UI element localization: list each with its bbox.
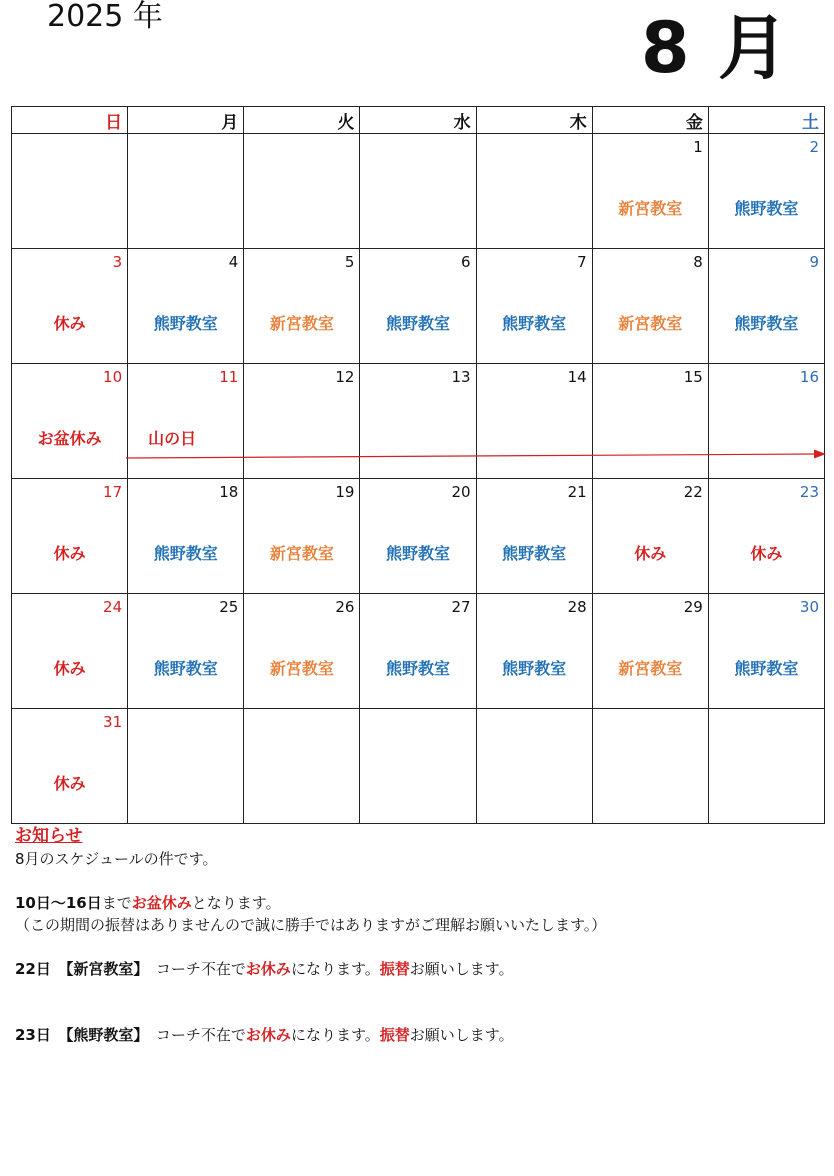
calendar-day-cell [592,134,708,249]
notice-obon-line [15,892,825,914]
calendar-day-cell [476,134,592,249]
line23-text2: になります。 [290,1026,380,1044]
line22-text1: コーチ不在で [140,960,246,978]
line23-highlight2: 振替 [379,1026,410,1044]
calendar-day-cell [476,479,592,594]
calendar-day-cell [708,709,824,824]
calendar-day-cell [360,479,476,594]
line22-highlight1: お休み [245,960,291,978]
calendar-week-row [12,134,825,249]
calendar-day-cell [12,364,128,479]
day-number: 20 [451,483,471,501]
day-schedule-label: 熊野教室 [502,544,567,563]
calendar-week-row [12,709,825,824]
notice-line-22 [15,958,825,980]
calendar-day-cell [244,479,360,594]
day-schedule-label: 熊野教室 [153,314,218,333]
day-schedule-label: 休み [634,544,667,563]
line23-highlight1: お休み [245,1026,291,1044]
day-schedule-label: 新宮教室 [618,659,683,678]
line22-text3: お願いします。 [409,960,514,978]
day-schedule-label: 熊野教室 [734,199,799,218]
calendar-day-cell [592,479,708,594]
day-number: 21 [567,483,587,501]
line23-text3: お願いします。 [409,1026,514,1044]
weekday-sat: 土 [708,107,824,134]
day-number: 10 [103,368,123,386]
day-schedule-label: 休み [53,544,86,563]
calendar-day-cell [12,249,128,364]
day-schedule-label: 熊野教室 [502,659,567,678]
obon-pre: まで [101,894,132,912]
calendar-day-cell [708,249,824,364]
day-number: 3 [112,253,123,271]
line23-text1: コーチ不在で [140,1026,246,1044]
calendar-day-cell [244,594,360,709]
day-number: 24 [103,598,123,616]
calendar-day-cell [12,479,128,594]
calendar-day-cell [12,709,128,824]
day-number: 27 [451,598,471,616]
calendar-day-cell [12,134,128,249]
day-schedule-label: 休み [750,544,783,563]
day-schedule-label: 熊野教室 [153,659,218,678]
calendar-day-cell [476,594,592,709]
day-number: 14 [567,368,587,386]
calendar-day-cell [592,709,708,824]
day-number: 26 [335,598,355,616]
weekday-thu: 木 [476,107,592,134]
day-schedule-label: 熊野教室 [385,544,450,563]
day-number: 6 [461,253,471,271]
obon-highlight: お盆休み [131,894,192,912]
day-schedule-label: 新宮教室 [269,659,334,678]
calendar-day-cell [128,479,244,594]
notice-line-23 [15,1024,825,1046]
weekday-tue: 火 [244,107,360,134]
day-number: 17 [103,483,123,501]
calendar-day-cell [360,594,476,709]
calendar-day-cell [592,594,708,709]
day-number: 9 [809,253,819,271]
calendar-day-cell [360,249,476,364]
obon-dates: 10日〜16日 [15,894,102,912]
day-number: 31 [103,713,123,731]
line22-text2: になります。 [290,960,380,978]
day-schedule-label: 山の日 [148,429,197,448]
day-number: 7 [577,253,587,271]
day-number: 8 [693,253,703,271]
calendar-day-cell [244,134,360,249]
day-schedule-label: 熊野教室 [153,544,218,563]
calendar-day-cell [708,594,824,709]
month-label: 8 月 [640,7,790,89]
day-number: 13 [451,368,471,386]
day-schedule-label: 新宮教室 [618,199,683,218]
calendar-day-cell [128,134,244,249]
line22-room: 【新宮教室】 [65,960,141,978]
day-schedule-label: 休み [53,314,86,333]
calendar-week-row [12,249,825,364]
day-number: 2 [809,138,819,156]
obon-post: となります。 [191,894,281,912]
day-number: 15 [683,368,703,386]
calendar-day-cell [708,134,824,249]
calendar-day-cell [476,249,592,364]
calendar-day-cell [244,709,360,824]
weekday-header-row [12,107,825,134]
day-number: 1 [693,138,703,156]
calendar-day-cell [476,709,592,824]
day-schedule-label: 新宮教室 [269,544,334,563]
calendar-day-cell [360,709,476,824]
year-label: 2025 年 [47,0,163,34]
calendar-day-cell [244,249,360,364]
calendar-day-cell [128,249,244,364]
day-number: 19 [335,483,355,501]
day-schedule-label: 熊野教室 [385,314,450,333]
day-schedule-label: 熊野教室 [734,659,799,678]
day-schedule-label: 新宮教室 [269,314,334,333]
weekday-mon: 月 [128,107,244,134]
calendar-day-cell [708,479,824,594]
notice-section [15,824,825,1046]
line22-highlight2: 振替 [379,960,410,978]
day-number: 12 [335,368,355,386]
day-number: 22 [683,483,703,501]
notice-intro: 8月のスケジュールの件です。 [15,850,218,868]
day-schedule-label: 新宮教室 [618,314,683,333]
weekday-wed: 水 [360,107,476,134]
day-number: 28 [567,598,587,616]
day-number: 4 [228,253,239,271]
day-number: 30 [799,598,819,616]
day-schedule-label: 休み [53,774,86,793]
day-number: 5 [344,253,355,271]
calendar-day-cell [592,249,708,364]
weekday-sun: 日 [12,107,128,134]
day-number: 16 [799,368,819,386]
day-schedule-label: 休み [53,659,86,678]
calendar-day-cell [360,134,476,249]
line22-date: 22日 [15,960,51,978]
calendar-week-row [12,594,825,709]
day-schedule-label: お盆休み [37,429,102,448]
calendar-day-cell [128,594,244,709]
line23-date: 23日 [15,1026,51,1044]
calendar-day-cell [128,709,244,824]
line23-room: 【熊野教室】 [65,1026,141,1044]
notice-obon-note: （この期間の振替はありませんので誠に勝手ではありますがご理解お願いいたします。） [15,916,607,934]
obon-period-arrow [126,440,826,470]
calendar-day-cell [12,594,128,709]
day-schedule-label: 熊野教室 [734,314,799,333]
calendar-week-row [12,479,825,594]
day-number: 23 [799,483,819,501]
day-number: 18 [219,483,239,501]
day-number: 25 [219,598,239,616]
day-number: 11 [219,368,239,386]
weekday-fri: 金 [592,107,708,134]
day-schedule-label: 熊野教室 [502,314,567,333]
day-number: 29 [683,598,703,616]
notice-title: お知らせ [15,826,83,846]
day-schedule-label: 熊野教室 [385,659,450,678]
